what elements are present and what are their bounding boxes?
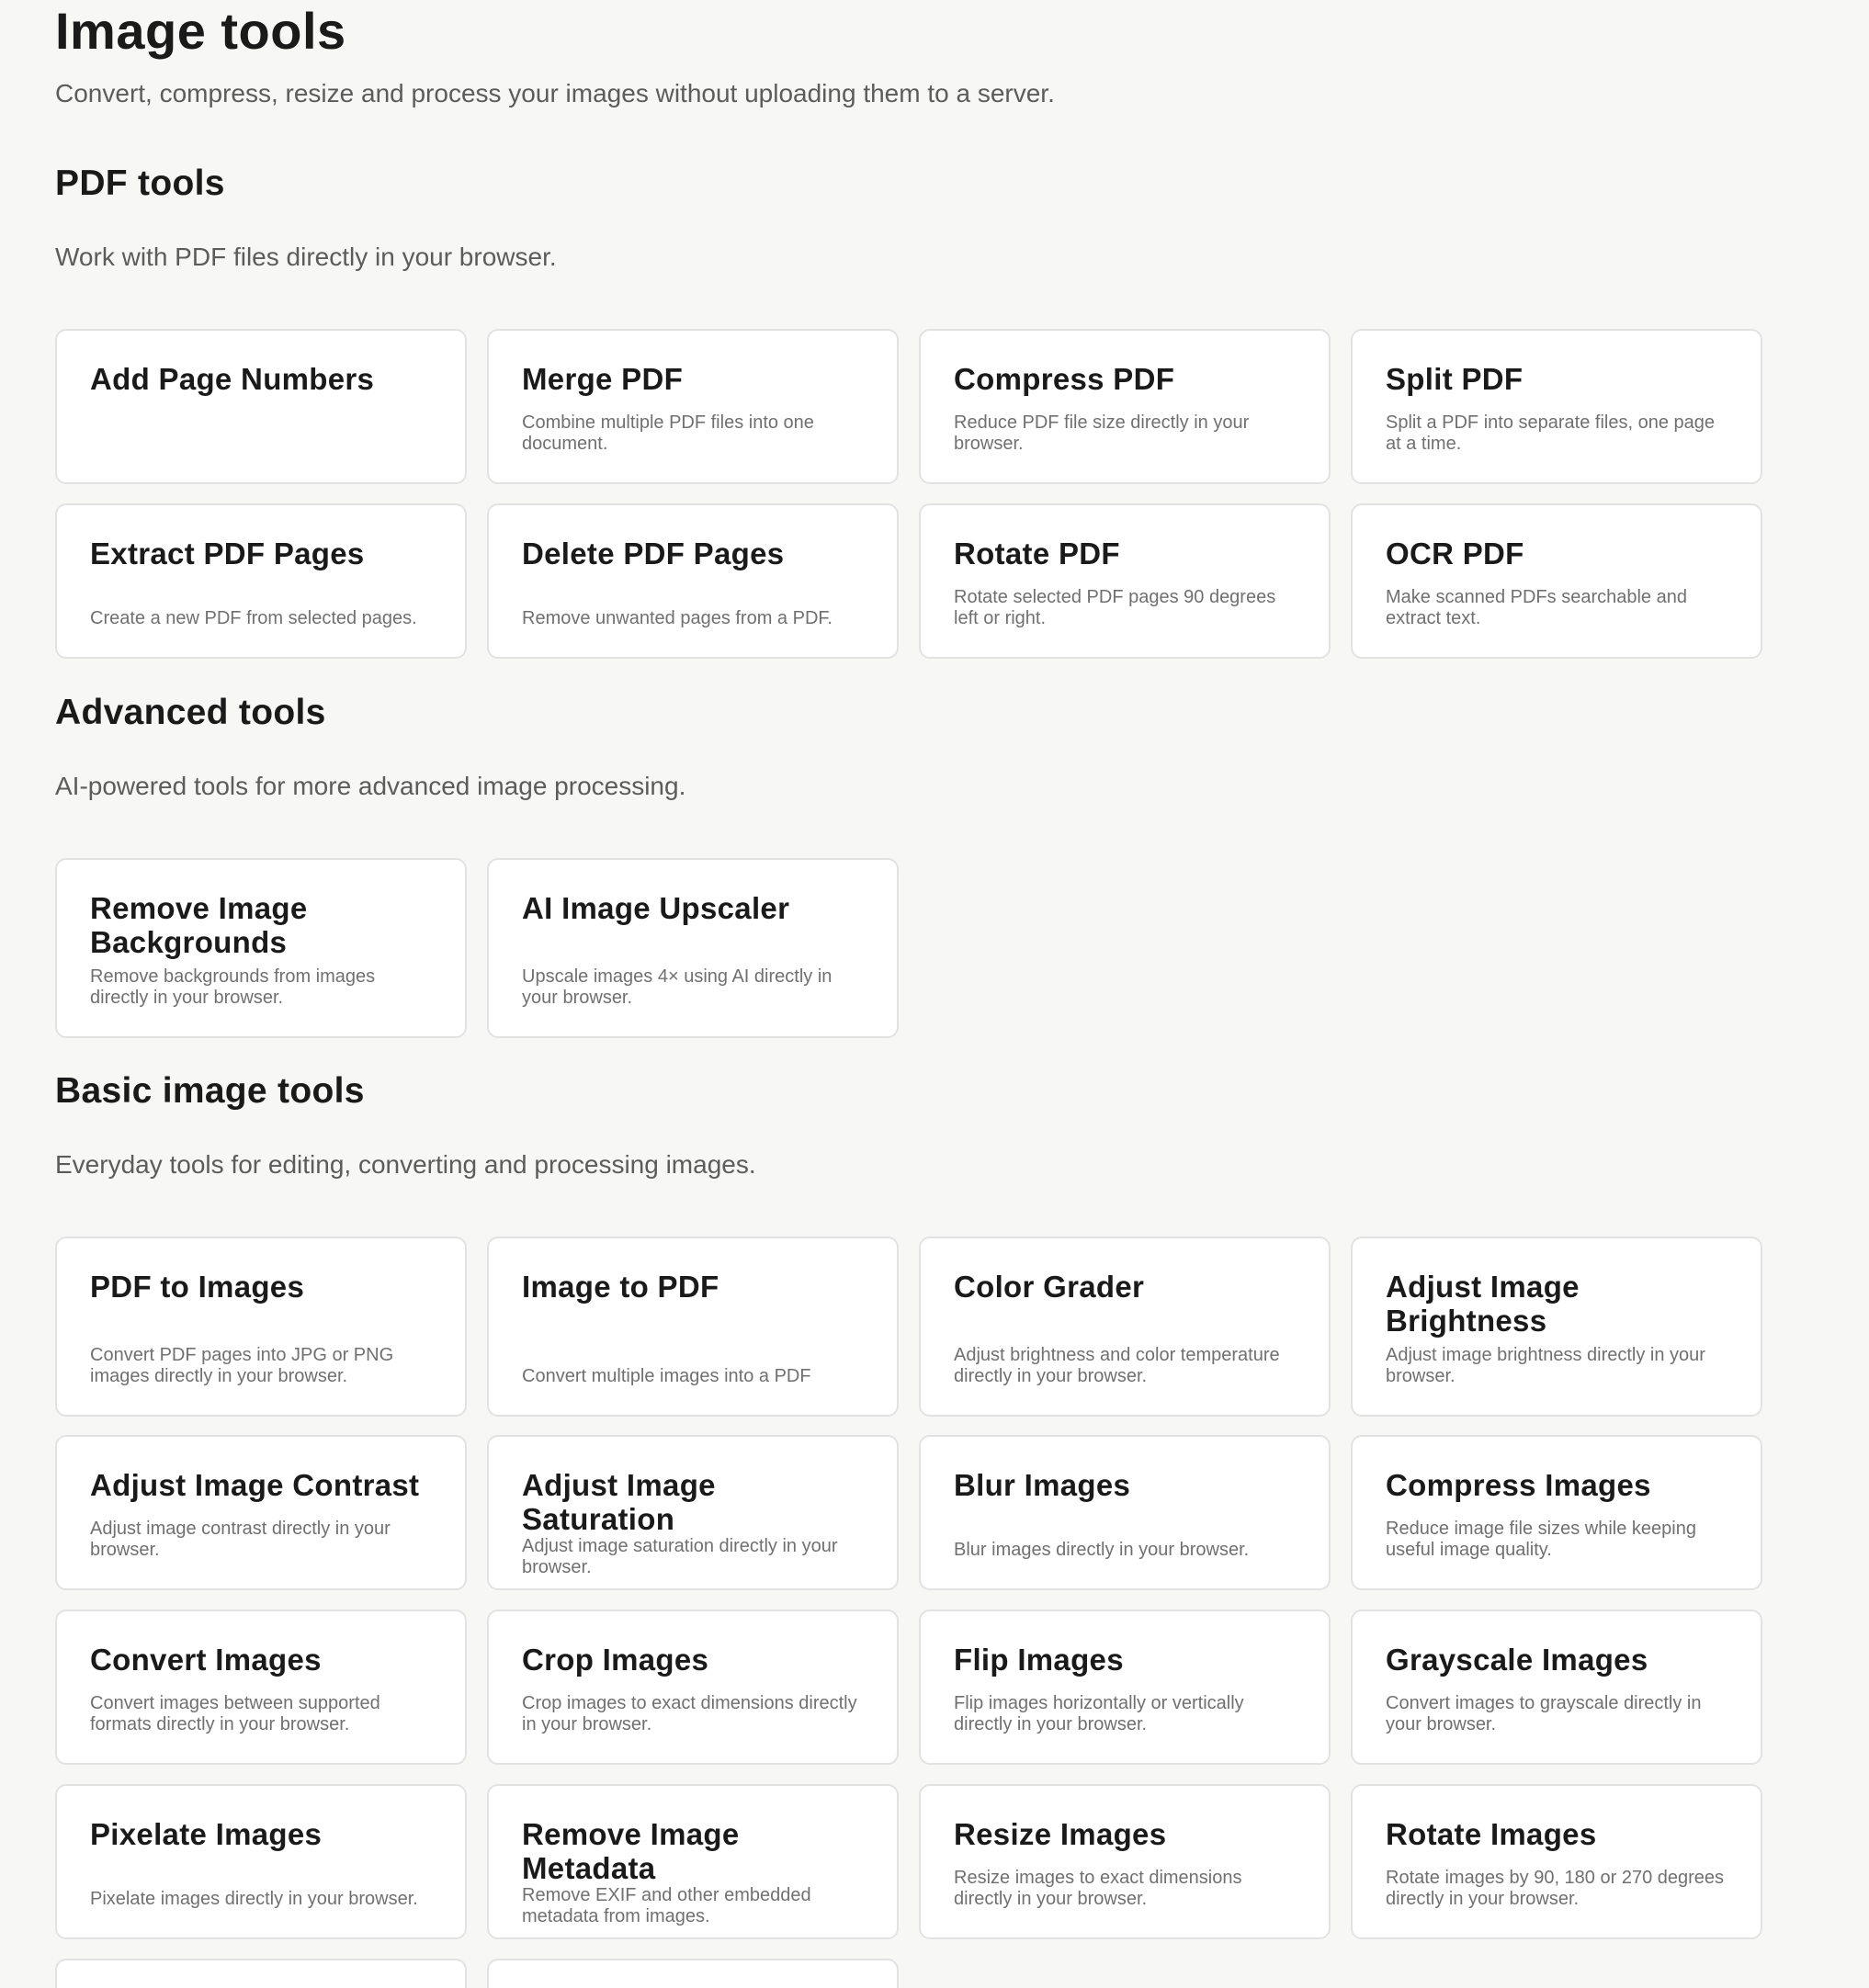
tool-card-resize-images[interactable] <box>919 1784 1331 1939</box>
tool-card-description: Rotate selected PDF pages 90 degrees left or right. <box>954 587 1276 628</box>
tool-card-grayscale-images[interactable] <box>1351 1610 1762 1765</box>
tool-card-title: Adjust Image Brightness <box>1386 1270 1580 1338</box>
tool-card-adjust-image-brightness[interactable] <box>1351 1237 1762 1417</box>
tool-card-title: Delete PDF Pages <box>522 537 785 570</box>
tool-card-title: Resize Images <box>954 1817 1167 1851</box>
tool-card-image-to-pdf[interactable] <box>487 1237 899 1417</box>
tool-card-remove-image-backgrounds[interactable] <box>55 858 467 1038</box>
tool-card-title: Image to PDF <box>522 1270 719 1304</box>
tool-card-rotate-images[interactable] <box>1351 1784 1762 1939</box>
tool-card-rotate-pdf[interactable] <box>919 503 1331 659</box>
tool-card-title: Extract PDF Pages <box>90 537 365 570</box>
tool-card-title: Adjust Image Contrast <box>90 1468 420 1502</box>
tool-card-convert-images[interactable] <box>55 1610 467 1765</box>
tool-card-description: Convert images to grayscale directly in your browser. <box>1386 1693 1702 1734</box>
tool-card-title: Blur Images <box>954 1468 1131 1502</box>
tool-card-title: Compress PDF <box>954 362 1175 396</box>
tool-card-description: Convert multiple images into a PDF <box>522 1366 811 1386</box>
tool-card-title: Pixelate Images <box>90 1817 323 1851</box>
tool-card-title: Color Grader <box>954 1270 1145 1304</box>
tool-card-extract-pdf-pages[interactable] <box>55 503 467 659</box>
tool-card-flip-images[interactable] <box>919 1610 1331 1765</box>
tool-card-title: Compress Images <box>1386 1468 1651 1502</box>
tool-card-description: Blur images directly in your browser. <box>954 1540 1250 1560</box>
tool-card-title: Rotate PDF <box>954 537 1120 570</box>
section-description-pdf-tools: Work with PDF files directly in your browser. <box>55 243 557 271</box>
tool-card-description: Resize images to exact dimensions directly in your browser. <box>954 1868 1242 1909</box>
tool-card-description: Remove unwanted pages from a PDF. <box>522 608 833 628</box>
tool-card-add-page-numbers[interactable] <box>55 329 467 484</box>
tool-card-split-pdf[interactable] <box>1351 329 1762 484</box>
tool-card-title: Convert Images <box>90 1643 322 1677</box>
section-title-pdf-tools: PDF tools <box>55 164 225 203</box>
tool-card-adjust-image-saturation[interactable] <box>487 1435 899 1590</box>
tool-card-title: Grayscale Images <box>1386 1643 1648 1677</box>
tool-card-title: Flip Images <box>954 1643 1124 1677</box>
tool-card-title: Remove Image Backgrounds <box>90 891 308 959</box>
page-title: Image tools <box>55 2 346 60</box>
tool-card-description: Convert images between supported formats directly in your browser. <box>90 1693 380 1734</box>
tool-card-remove-image-metadata[interactable] <box>487 1784 899 1939</box>
tool-card-description: Flip images horizontally or vertically directly in your browser. <box>954 1693 1244 1734</box>
tool-card-description: Upscale images 4× using AI directly in your browser. <box>522 966 833 1008</box>
tool-card-crop-images[interactable] <box>487 1610 899 1765</box>
tool-card-title: PDF to Images <box>90 1270 305 1304</box>
tool-card-partial[interactable] <box>55 1959 467 1988</box>
tool-card-compress-pdf[interactable] <box>919 329 1331 484</box>
page-subtitle: Convert, compress, resize and process your images without uploading them to a server. <box>55 79 1055 107</box>
tool-card-delete-pdf-pages[interactable] <box>487 503 899 659</box>
tool-card-compress-images[interactable] <box>1351 1435 1762 1590</box>
section-title-basic-image-tools: Basic image tools <box>55 1071 365 1111</box>
tool-card-title: Split PDF <box>1386 362 1524 396</box>
tool-card-merge-pdf[interactable] <box>487 329 899 484</box>
tool-card-description: Adjust image brightness directly in your browser. <box>1386 1345 1705 1386</box>
tool-card-title: OCR PDF <box>1386 537 1524 570</box>
tool-card-color-grader[interactable] <box>919 1237 1331 1417</box>
tool-card-description: Adjust image saturation directly in your browser. <box>522 1536 838 1577</box>
tool-card-ocr-pdf[interactable] <box>1351 503 1762 659</box>
tool-card-title: Remove Image Metadata <box>522 1817 740 1885</box>
tool-card-title: AI Image Upscaler <box>522 891 790 925</box>
tool-card-description: Remove backgrounds from images directly in your browser. <box>90 966 376 1008</box>
tool-card-ai-image-upscaler[interactable] <box>487 858 899 1038</box>
tool-card-title: Merge PDF <box>522 362 684 396</box>
tool-card-blur-images[interactable] <box>919 1435 1331 1590</box>
tool-card-title: Rotate Images <box>1386 1817 1597 1851</box>
tool-card-pdf-to-images[interactable] <box>55 1237 467 1417</box>
tool-card-title: Adjust Image Saturation <box>522 1468 716 1536</box>
tool-card-description: Combine multiple PDF files into one document. <box>522 412 814 454</box>
tool-card-description: Convert PDF pages into JPG or PNG images directly in your browser. <box>90 1345 394 1386</box>
tool-card-description: Pixelate images directly in your browser. <box>90 1889 418 1909</box>
tool-card-title: Crop Images <box>522 1643 709 1677</box>
tool-card-description: Create a new PDF from selected pages. <box>90 608 417 628</box>
section-title-advanced-tools: Advanced tools <box>55 693 326 732</box>
tool-card-title: Add Page Numbers <box>90 362 375 396</box>
tool-card-pixelate-images[interactable] <box>55 1784 467 1939</box>
tool-card-description: Rotate images by 90, 180 or 270 degrees directly in your browser. <box>1386 1868 1725 1909</box>
tool-card-adjust-image-contrast[interactable] <box>55 1435 467 1590</box>
tool-card-description: Adjust brightness and color temperature directly in your browser. <box>954 1345 1280 1386</box>
tool-card-description: Reduce PDF file size directly in your browser. <box>954 412 1250 454</box>
section-description-advanced-tools: AI-powered tools for more advanced image processing. <box>55 772 686 800</box>
section-description-basic-image-tools: Everyday tools for editing, converting and processing images. <box>55 1150 756 1179</box>
tool-card-description: Adjust image contrast directly in your browser. <box>90 1519 391 1560</box>
tool-card-partial[interactable] <box>487 1959 899 1988</box>
tool-card-description: Crop images to exact dimensions directly in your browser. <box>522 1693 857 1734</box>
tool-card-description: Split a PDF into separate files, one page at a time. <box>1386 412 1715 454</box>
tool-card-description: Remove EXIF and other embedded metadata from images. <box>522 1885 811 1926</box>
tool-card-description: Make scanned PDFs searchable and extract text. <box>1386 587 1687 628</box>
tool-card-description: Reduce image file sizes while keeping useful image quality. <box>1386 1519 1696 1560</box>
